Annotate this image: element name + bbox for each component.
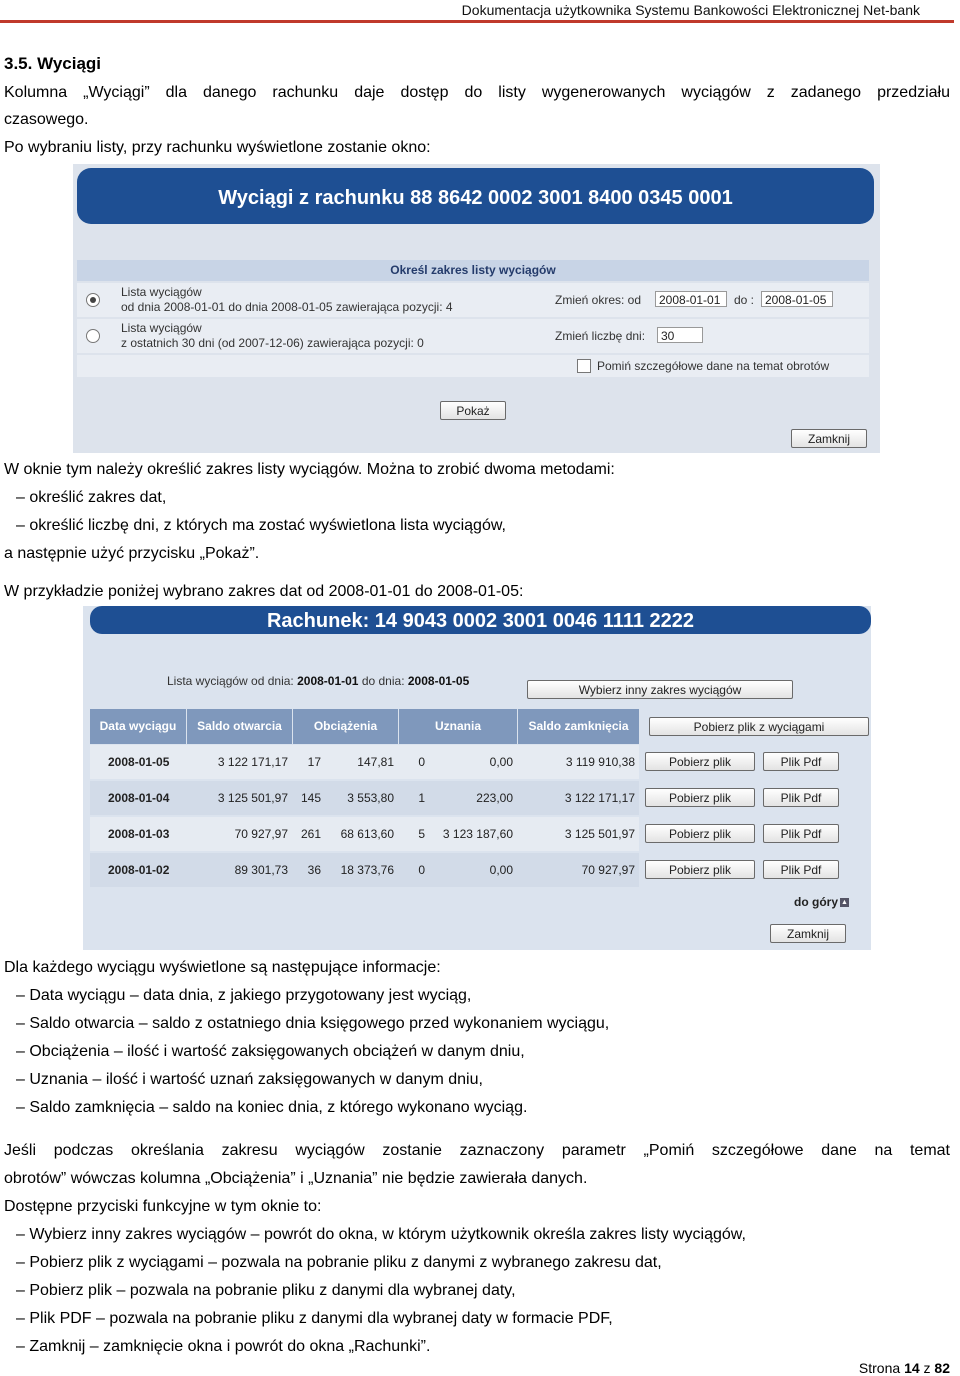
skip-details-checkbox[interactable] — [577, 359, 591, 373]
cell-open: 3 125 501,97 — [217, 791, 288, 805]
download-file-button[interactable]: Pobierz plik — [645, 788, 755, 807]
close-button-2[interactable]: Zamknij — [770, 924, 846, 943]
para3-item: – Uznania – ilość i wartość uznań zaksięgowanych w danym dniu, — [16, 1071, 483, 1088]
cell-open: 89 301,73 — [234, 863, 288, 877]
range-from-input[interactable]: 2008-01-01 — [655, 291, 727, 307]
download-file-button[interactable]: Pobierz plik — [645, 752, 755, 771]
other-range-button[interactable]: Wybierz inny zakres wyciągów — [527, 680, 793, 699]
cell-date: 2008-01-02 — [108, 863, 170, 877]
statement-range-window — [73, 164, 880, 453]
skip-details-label: Pomiń szczegółowe dane na temat obrotów — [597, 359, 830, 373]
footer-page: 14 — [904, 1360, 920, 1376]
option2-label-1: Lista wyciągów — [121, 321, 202, 335]
skip-details-row — [77, 355, 869, 377]
days-label: Zmień liczbę dni: — [555, 329, 646, 343]
footer-prefix: Strona — [858, 1360, 901, 1376]
range-mid: do dnia: — [361, 674, 405, 688]
window-title: Wyciągi z rachunku 88 8642 0002 3001 8400 0345 0001 — [218, 187, 733, 209]
cell-deb_n: 261 — [300, 827, 321, 841]
header-title: Dokumentacja użytkownika Systemu Bankowości Elektronicznej Net-bank — [461, 2, 920, 18]
col-header-opening: Saldo otwarcia — [187, 709, 292, 744]
cell-close: 3 119 910,38 — [565, 755, 635, 769]
download-file-button[interactable]: Pobierz plik — [645, 824, 755, 843]
section-heading: 3.5. Wyciągi — [4, 54, 102, 73]
option2-label-2: z ostatnich 30 dni (od 2007-12-06) zawierająca pozycji: 0 — [121, 336, 424, 350]
para4-line2: obrotów” wówczas kolumna „Obciążenia” i „Uznania” nie będzie zawierała danych. — [4, 1170, 588, 1187]
cell-cred_v: 0,00 — [489, 863, 513, 877]
para4-item: – Pobierz plik – pozwala na pobranie pliku z danymi dla wybranej daty, — [16, 1282, 516, 1299]
range-option-row — [77, 283, 869, 317]
cell-cred_v: 223,00 — [476, 791, 513, 805]
para4-item: – Pobierz plik z wyciągami – pozwala na pobranie pliku z danymi z wybranego zakresu dat, — [16, 1254, 662, 1271]
cell-cred_v: 3 123 187,60 — [442, 827, 513, 841]
range-info — [167, 674, 469, 688]
para3-intro: Dla każdego wyciągu wyświetlone są następujące informacje: — [4, 959, 441, 976]
range-prefix: Lista wyciągów od dnia: — [167, 674, 294, 688]
para2-example: W przykładzie poniżej wybrano zakres dat od 2008-01-01 do 2008-01-05: — [4, 583, 524, 600]
col-header-credits: Uznania — [399, 709, 517, 744]
cell-cred_n: 1 — [418, 791, 425, 805]
cell-close: 70 927,97 — [581, 863, 635, 877]
col-header-debits: Obciążenia — [293, 709, 398, 744]
window-title-bar — [77, 168, 874, 224]
pdf-file-button[interactable]: Plik Pdf — [763, 788, 839, 807]
cell-open: 70 927,97 — [234, 827, 288, 841]
footer-sep: z — [923, 1360, 931, 1376]
cell-cred_n: 0 — [418, 863, 425, 877]
cell-close: 3 122 171,17 — [564, 791, 635, 805]
cell-deb_n: 17 — [307, 755, 321, 769]
days-option-row — [77, 319, 869, 353]
download-file-button[interactable]: Pobierz plik — [645, 860, 755, 879]
header-divider — [0, 20, 954, 23]
cell-cred_v: 0,00 — [489, 755, 513, 769]
show-button[interactable]: Pokaż — [440, 401, 506, 420]
col-header-closing: Saldo zamknięcia — [518, 709, 639, 744]
range-to-input[interactable]: 2008-01-05 — [761, 291, 833, 307]
cell-date: 2008-01-03 — [108, 827, 170, 841]
page-footer — [859, 1360, 950, 1376]
para2-bullet1: – określić zakres dat, — [16, 489, 167, 506]
range-section-title: Określ zakres listy wyciągów — [77, 260, 869, 281]
account-title-bar — [90, 606, 871, 634]
intro-line-3: Po wybraniu listy, przy rachunku wyświetlone zostanie okno: — [4, 139, 431, 156]
pdf-file-button[interactable]: Plik Pdf — [763, 824, 839, 843]
para4-item: – Zamknij – zamknięcie okna i powrót do okna „Rachunki”. — [16, 1338, 431, 1355]
statement-list-window — [83, 606, 871, 950]
cell-deb_n: 145 — [300, 791, 321, 805]
para4-line1: Jeśli podczas określania zakresu wyciągów zostanie zaznaczony parametr „Pomiń szczegółowe dane na temat — [4, 1142, 950, 1159]
option1-label-2: od dnia 2008-01-01 do dnia 2008-01-05 zawierająca pozycji: 4 — [121, 300, 453, 314]
range-from-label: Zmień okres: od — [555, 293, 642, 307]
account-title: Rachunek: 14 9043 0002 3001 0046 1111 2222 — [266, 610, 695, 632]
col-header-date: Data wyciągu — [90, 709, 186, 744]
para4-item: – Plik PDF – pozwala na pobranie pliku z danymi dla wybranej daty w formacie PDF, — [16, 1310, 613, 1327]
para3-item: – Obciążenia – ilość i wartość zaksięgowanych obciążeń w danym dniu, — [16, 1043, 525, 1060]
close-button[interactable]: Zamknij — [791, 429, 867, 448]
para4-item: – Wybierz inny zakres wyciągów – powrót do okna, w którym użytkownik określa zakres listy wyciągów, — [16, 1226, 746, 1243]
para3-item: – Saldo zamknięcia – saldo na koniec dnia, z którego wykonano wyciąg. — [16, 1099, 528, 1116]
range-to-label: do : — [734, 293, 755, 307]
range-to: 2008-01-05 — [407, 674, 470, 688]
up-link-label: do góry — [794, 895, 838, 909]
pdf-file-button[interactable]: Plik Pdf — [763, 860, 839, 879]
intro-line-2: czasowego. — [4, 111, 89, 128]
cell-date: 2008-01-05 — [108, 755, 170, 769]
pdf-file-button[interactable]: Plik Pdf — [763, 752, 839, 771]
para3-item: – Saldo otwarcia – saldo z ostatniego dnia księgowego przed wykonaniem wyciągu, — [16, 1015, 610, 1032]
days-radio[interactable] — [86, 329, 100, 343]
page-header — [0, 0, 960, 24]
cell-date: 2008-01-04 — [108, 791, 170, 805]
cell-deb_v: 18 373,76 — [340, 863, 394, 877]
cell-close: 3 125 501,97 — [564, 827, 635, 841]
arrow-up-icon: ▲ — [841, 899, 848, 907]
download-all-button[interactable]: Pobierz plik z wyciągami — [649, 717, 869, 736]
cell-deb_n: 36 — [307, 863, 321, 877]
cell-open: 3 122 171,17 — [217, 755, 288, 769]
days-input[interactable]: 30 — [657, 327, 703, 343]
cell-deb_v: 147,81 — [357, 755, 394, 769]
para4-line3: Dostępne przyciski funkcyjne w tym oknie to: — [4, 1198, 322, 1215]
back-to-top-link[interactable] — [794, 895, 849, 909]
cell-cred_n: 5 — [418, 827, 425, 841]
option1-label-1: Lista wyciągów — [121, 285, 202, 299]
cell-cred_n: 0 — [418, 755, 425, 769]
intro-line-1: Kolumna „Wyciągi” dla danego rachunku daje dostęp do listy wygenerowanych wyciągów z zadanego przedziału — [4, 84, 950, 101]
cell-deb_v: 68 613,60 — [340, 827, 394, 841]
para2-line4: a następnie użyć przycisku „Pokaż”. — [4, 545, 260, 562]
range-from: 2008-01-01 — [297, 674, 359, 688]
para2-bullet2: – określić liczbę dni, z których ma zostać wyświetlona lista wyciągów, — [16, 517, 506, 534]
date-range-radio[interactable] — [86, 293, 100, 307]
cell-deb_v: 3 553,80 — [347, 791, 394, 805]
para3-item: – Data wyciągu – data dnia, z jakiego przygotowany jest wyciąg, — [16, 987, 472, 1004]
footer-total: 82 — [934, 1360, 950, 1376]
para2-line1: W oknie tym należy określić zakres listy wyciągów. Można to zrobić dwoma metodami: — [4, 461, 615, 478]
